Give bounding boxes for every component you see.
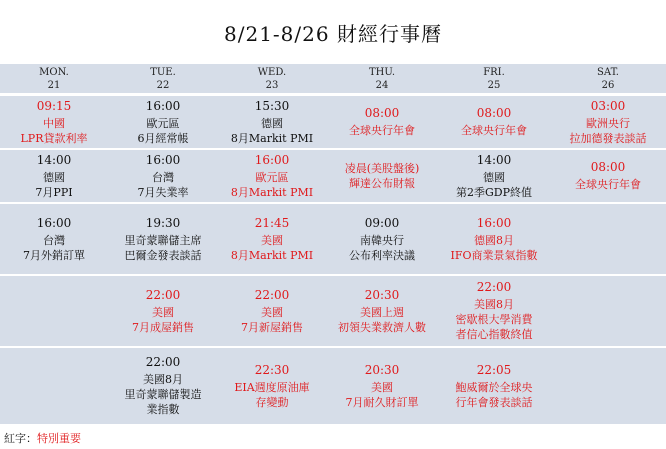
day-name: MON.: [39, 66, 69, 78]
event-cell: [108, 94, 218, 148]
event-time: 22:00: [476, 280, 512, 294]
event-cell: [218, 148, 326, 202]
event-cell: [108, 202, 218, 274]
event-text: 7月失業率: [137, 185, 189, 199]
event-time: 16:00: [145, 152, 181, 167]
event-text: 台灣: [152, 170, 174, 184]
calendar-grid: [0, 64, 666, 424]
day-header: [438, 64, 550, 94]
event-cell: [0, 274, 108, 346]
event-cell: [0, 94, 108, 148]
day-header: [550, 64, 666, 94]
event-cell: [218, 274, 326, 346]
event-text: 全球央行年會: [461, 124, 527, 137]
event-cell: [218, 202, 326, 274]
event-text: 輝達公布財報: [349, 177, 415, 190]
event-cell: [438, 346, 550, 424]
event-time: 22:05: [476, 362, 512, 377]
event-text: 拉加德發表談話: [569, 131, 647, 145]
event-text: 初領失業救濟人數: [338, 320, 426, 334]
event-text: 第2季GDP終值: [455, 185, 532, 199]
event-text: 美國8月: [474, 298, 514, 311]
event-cell: [550, 94, 666, 148]
event-time: 22:30: [254, 362, 290, 377]
event-time: 20:30: [364, 362, 400, 377]
event-cell: [218, 346, 326, 424]
event-text: 美國8月: [143, 373, 183, 386]
event-time: 15:30: [254, 98, 290, 113]
event-text: 歐洲央行: [586, 116, 630, 130]
event-text: 8月Markit PMI: [230, 248, 314, 262]
event-text: 德國: [261, 116, 283, 130]
day-header: [326, 64, 438, 94]
event-cell: [326, 274, 438, 346]
day-name: FRI.: [483, 66, 505, 78]
event-text: 美國: [152, 305, 174, 319]
event-cell: [438, 202, 550, 274]
event-text: 里奇蒙聯儲主席: [124, 233, 202, 247]
event-time: 14:00: [476, 152, 512, 167]
event-cell: [0, 346, 108, 424]
event-cell: [108, 148, 218, 202]
event-time: 08:00: [364, 106, 400, 120]
event-cell: [326, 202, 438, 274]
event-time: 22:00: [145, 287, 181, 302]
day-name: THU.: [368, 66, 396, 78]
event-text: IFO商業景氣指數: [450, 248, 538, 262]
event-cell: [326, 94, 438, 148]
event-cell: [0, 148, 108, 202]
event-text: 8月Markit PMI: [230, 185, 314, 199]
event-cell: [0, 202, 108, 274]
event-time: 22:00: [145, 355, 181, 369]
event-cell: [108, 346, 218, 424]
event-text: 凌晨(美股盤後): [344, 162, 420, 175]
day-header: [108, 64, 218, 94]
event-text: 巴爾金發表談話: [124, 248, 202, 262]
event-text: 者信心指數終值: [455, 328, 533, 341]
event-text: 存變動: [255, 395, 289, 409]
event-cell: [326, 148, 438, 202]
event-text: LPR貸款利率: [20, 131, 88, 145]
event-time: 14:00: [36, 152, 72, 167]
day-date: 26: [601, 79, 615, 91]
event-text: 行年會發表談話: [455, 395, 533, 409]
event-cell: [438, 94, 550, 148]
event-time: 03:00: [590, 98, 626, 113]
event-time: 16:00: [254, 152, 290, 167]
event-cell: [550, 274, 666, 346]
event-time: 22:00: [254, 287, 290, 302]
event-text: 美國: [261, 305, 283, 319]
legend-prefix: 紅字：: [4, 432, 37, 445]
event-text: 公布利率決議: [349, 248, 415, 262]
event-text: 7月PPI: [35, 185, 73, 199]
event-text: 美國上週: [360, 305, 404, 319]
event-cell: [108, 274, 218, 346]
event-text: 德國: [43, 170, 65, 184]
event-cell: [550, 148, 666, 202]
day-date: 21: [47, 79, 61, 91]
event-text: 歐元區: [255, 170, 289, 184]
day-date: 25: [487, 79, 501, 91]
day-header: [218, 64, 326, 94]
event-time: 21:45: [254, 215, 290, 230]
event-time: 16:00: [476, 215, 512, 230]
event-text: 密歇根大學消費: [455, 313, 533, 326]
day-name: SAT.: [597, 66, 619, 78]
event-text: 6月經常帳: [137, 131, 189, 145]
event-cell: [438, 148, 550, 202]
day-header: [0, 64, 108, 94]
event-cell: [550, 202, 666, 274]
event-cell: [218, 94, 326, 148]
event-text: 8月Markit PMI: [230, 131, 314, 145]
event-time: 20:30: [364, 287, 400, 302]
event-cell: [550, 346, 666, 424]
event-cell: [438, 274, 550, 346]
event-time: 09:15: [36, 98, 72, 113]
event-time: 08:00: [476, 106, 512, 120]
event-text: 鮑威爾於全球央: [455, 380, 533, 394]
event-time: 16:00: [145, 98, 181, 113]
event-time: 09:00: [364, 215, 400, 230]
day-name: WED.: [257, 66, 287, 78]
legend: [4, 430, 81, 446]
event-time: 08:00: [590, 160, 626, 174]
event-text: 7月新屋銷售: [241, 320, 303, 334]
event-text: 7月耐久財訂單: [345, 395, 419, 409]
day-date: 24: [375, 79, 389, 91]
event-text: 美國: [261, 233, 283, 247]
event-text: 德國8月: [474, 233, 514, 247]
event-text: 全球央行年會: [575, 178, 641, 191]
day-date: 22: [156, 79, 170, 91]
event-time: 16:00: [36, 215, 72, 230]
event-text: EIA週度原油庫: [234, 380, 310, 394]
event-text: 南韓央行: [360, 233, 404, 247]
event-time: 19:30: [145, 215, 181, 230]
event-cell: [326, 346, 438, 424]
day-name: TUE.: [150, 66, 176, 78]
page-title: 8/21-8/26 財經行事曆: [224, 21, 442, 46]
event-text: 7月成屋銷售: [132, 320, 194, 334]
legend-label: 特別重要: [37, 432, 81, 445]
event-text: 歐元區: [146, 116, 180, 130]
event-text: 業指數: [146, 403, 180, 416]
event-text: 美國: [371, 380, 393, 394]
event-text: 里奇蒙聯儲製造: [124, 388, 202, 401]
event-text: 7月外銷訂單: [23, 248, 85, 262]
event-text: 台灣: [43, 233, 65, 247]
event-text: 德國: [483, 170, 505, 184]
event-text: 中國: [43, 116, 65, 130]
event-text: 全球央行年會: [349, 124, 415, 137]
day-date: 23: [265, 79, 279, 91]
